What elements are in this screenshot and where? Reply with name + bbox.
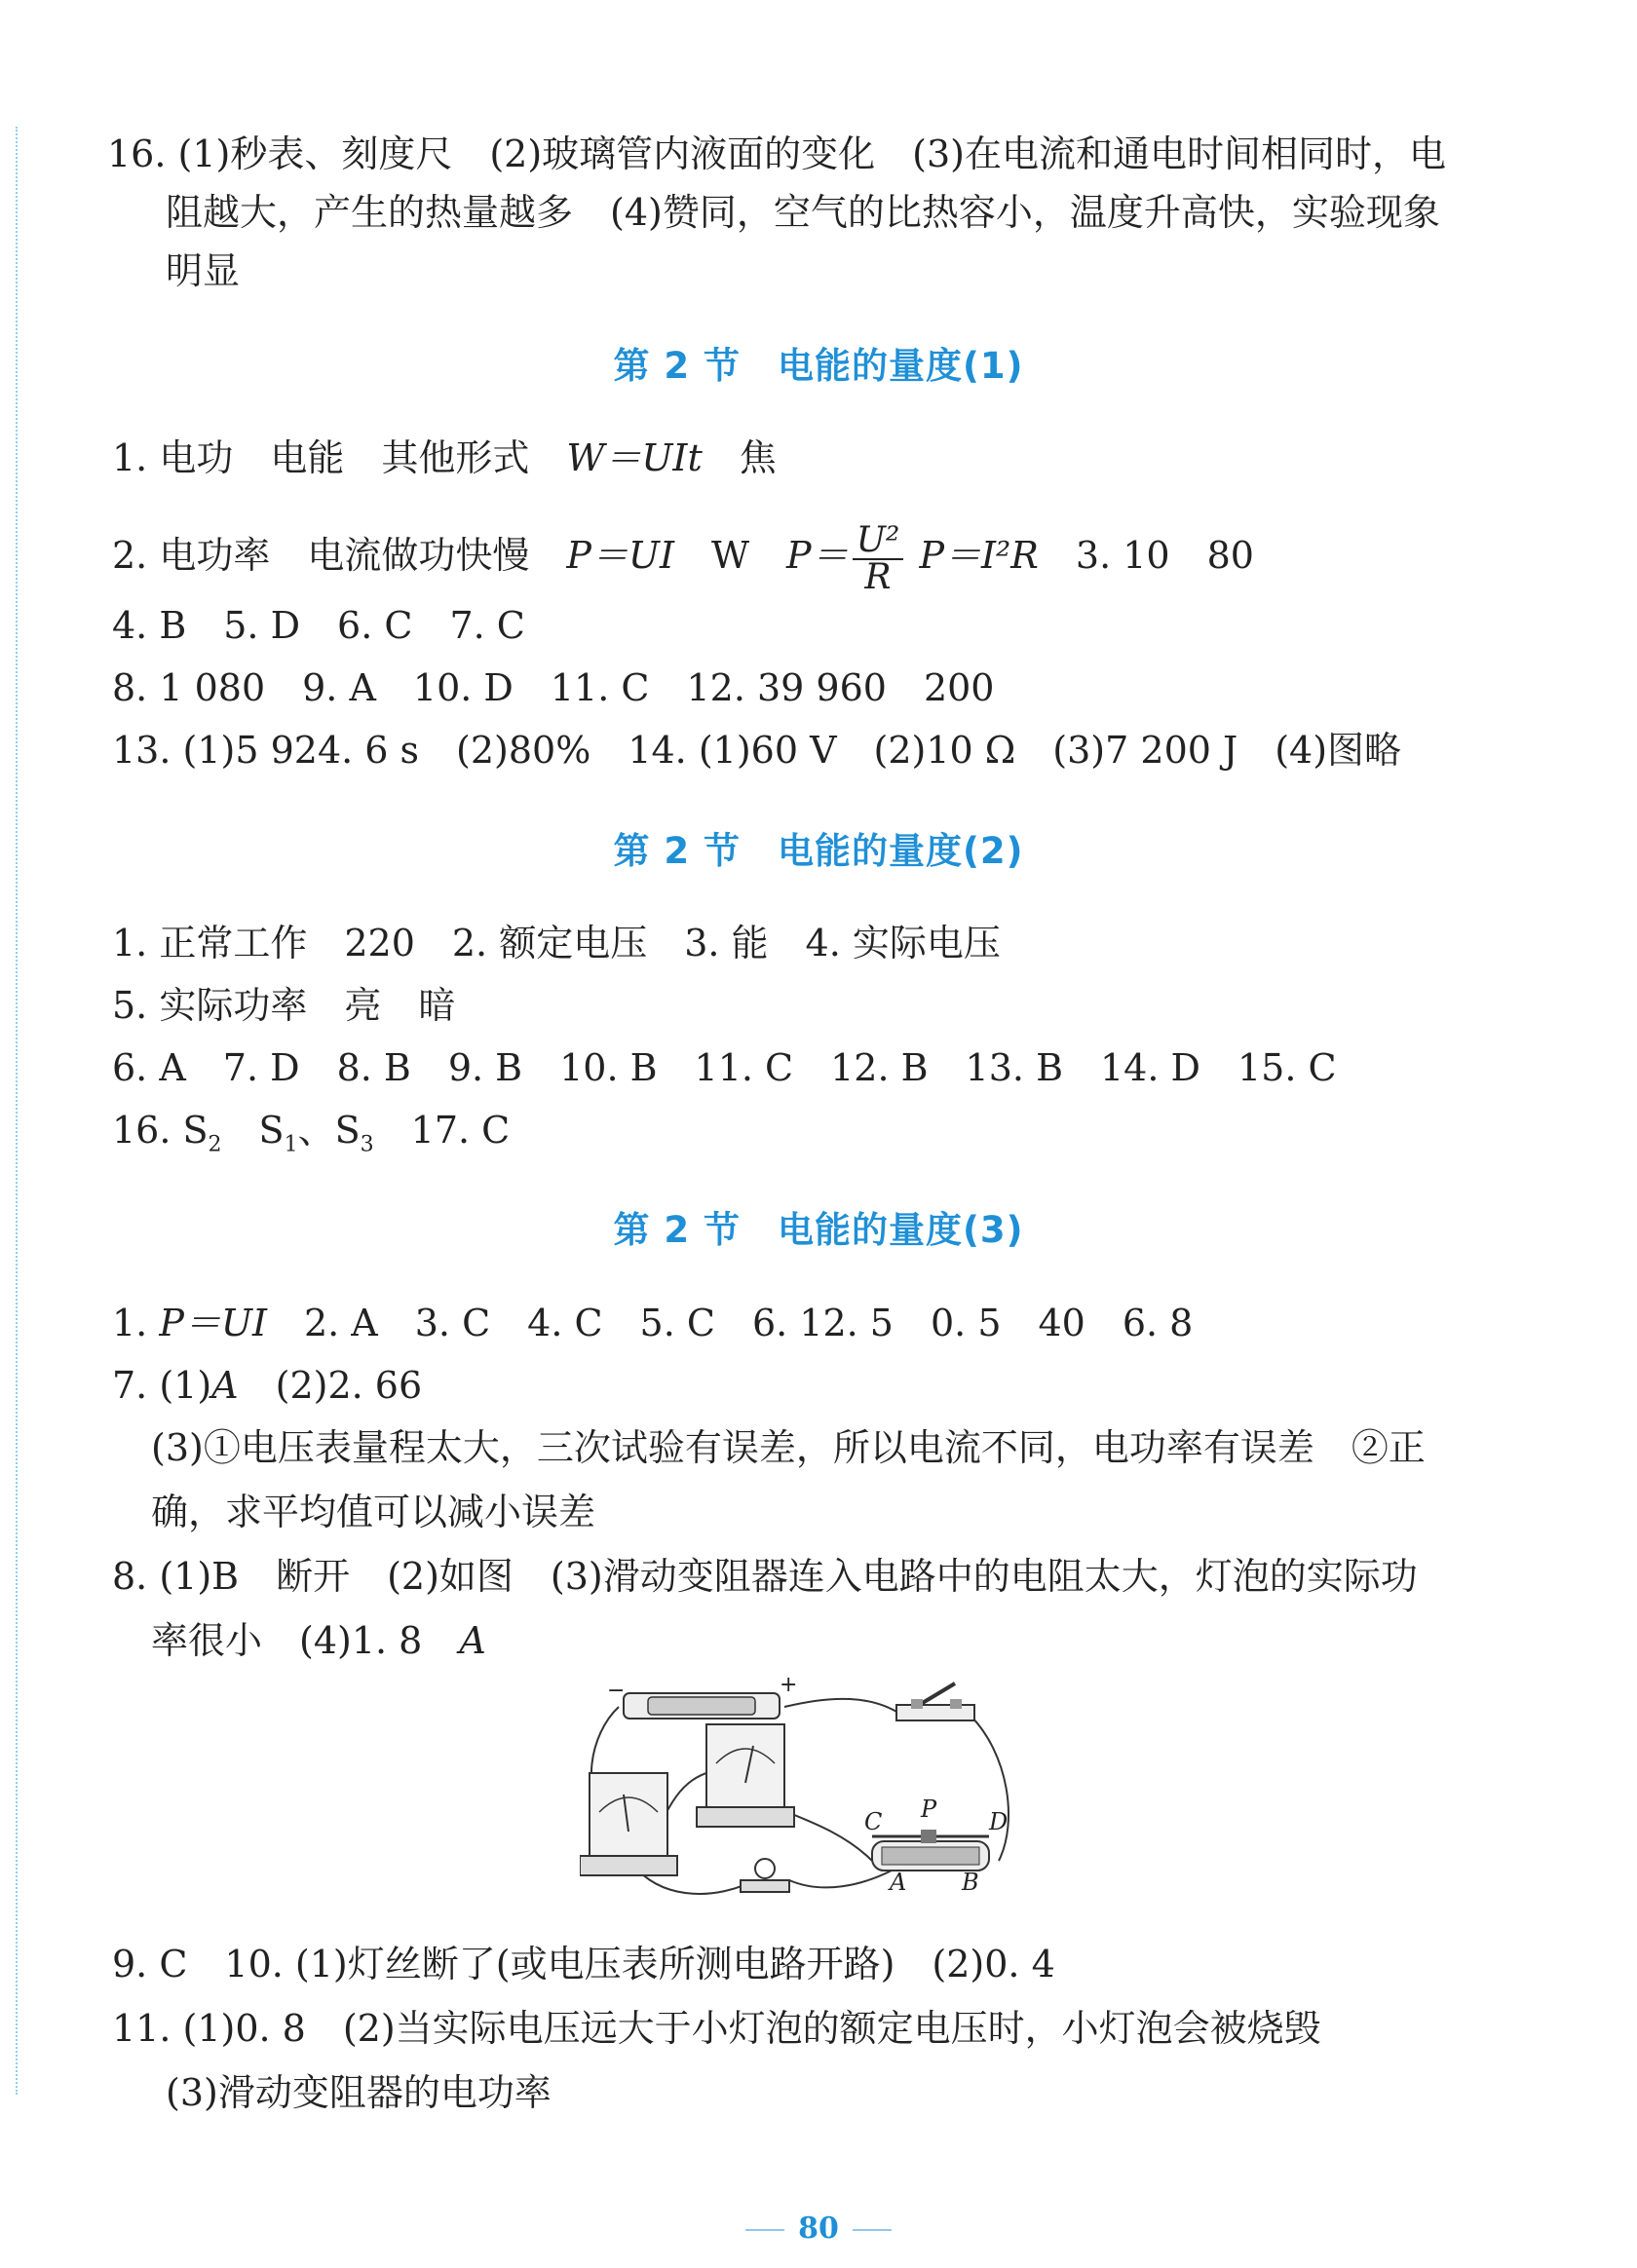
sec1-line-2 xyxy=(112,516,1254,595)
sec2-line-3: 6. A 7. D 8. B 9. B 10. B 11. C 12. B 13. B 14. D 15. C xyxy=(112,1046,1337,1089)
voltmeter xyxy=(697,1724,794,1827)
battery-minus-label: − xyxy=(607,1679,626,1703)
wire-battery-switch xyxy=(784,1699,901,1715)
power-formula-1: P＝UI xyxy=(566,534,674,577)
battery-plus-label: + xyxy=(780,1676,798,1697)
lamp xyxy=(741,1859,789,1892)
ammeter xyxy=(580,1773,677,1875)
page-number-dash-left xyxy=(745,2229,784,2231)
sec3-line-2-b: (2)2. 66 xyxy=(238,1364,423,1407)
wire-switch-rheostat xyxy=(970,1715,1009,1861)
page-number-value: 80 xyxy=(798,2211,839,2246)
power-fraction xyxy=(853,519,904,597)
fraction-denominator: R xyxy=(864,556,892,597)
label-d: D xyxy=(989,1808,1009,1835)
fraction-numerator: U² xyxy=(853,523,904,560)
sec1-line-3: 4. B 5. D 6. C 7. C xyxy=(112,604,525,647)
sec3-line-3: (3)①电压表量程太大，三次试验有误差，所以电流不同，电功率有误差 ②正 xyxy=(151,1426,1426,1469)
label-a: A xyxy=(890,1869,907,1896)
sec3-line-4: 确，求平均值可以减小误差 xyxy=(151,1491,596,1533)
switch xyxy=(896,1683,974,1720)
wire-lamp-rheostat xyxy=(789,1871,892,1887)
sec3-line-6-a: 率很小 (4)1. 8 xyxy=(151,1619,460,1662)
section-heading-1: 第 2 节 电能的量度(1) xyxy=(613,345,1024,387)
sec3-line-1-b: 2. A 3. C 4. C 5. C 6. 12. 5 0. 5 40 6. 8 xyxy=(266,1302,1194,1344)
subscript-1: 1 xyxy=(284,1132,298,1157)
work-formula: W＝UIt xyxy=(566,436,703,479)
power-formula-3: P＝I²R xyxy=(919,534,1039,577)
sec3-line-1 xyxy=(112,1302,1193,1344)
power-formula: P＝UI xyxy=(159,1302,267,1344)
page-number xyxy=(0,2211,1637,2246)
sec2-line-4-b: S xyxy=(221,1109,285,1152)
subscript-2: 2 xyxy=(208,1132,222,1157)
sec1-line-1-unit: 焦 xyxy=(702,436,777,479)
section-heading-3: 第 2 节 电能的量度(3) xyxy=(613,1209,1024,1251)
q16-line-3: 明显 xyxy=(166,249,241,292)
sec1-line-2-text: 2. 电功率 电流做功快慢 xyxy=(112,534,567,577)
label-c: C xyxy=(864,1808,883,1835)
margin-dotted-line xyxy=(16,127,23,2095)
power-formula-2-lhs: P＝ xyxy=(786,534,849,577)
sec3-line-1-a: 1. xyxy=(112,1302,160,1344)
rheostat xyxy=(864,1796,1008,1896)
answer-var-a: A xyxy=(211,1364,239,1407)
sec1-line-1-text: 1. 电功 电能 其他形式 xyxy=(112,436,567,479)
circuit-diagram xyxy=(580,1676,1028,1914)
sec2-line-2: 5. 实际功率 亮 暗 xyxy=(112,984,456,1027)
page-number-dash-right xyxy=(853,2229,892,2231)
label-p: P xyxy=(921,1796,937,1823)
sec2-line-4-d: 17. C xyxy=(373,1109,511,1152)
sec2-line-4-a: 16. S xyxy=(112,1109,209,1152)
sec3-line-2 xyxy=(112,1364,422,1407)
sec2-line-4-c: 、S xyxy=(297,1109,361,1152)
section-heading-2: 第 2 节 电能的量度(2) xyxy=(613,830,1024,872)
sec1-line-5: 13. (1)5 924. 6 s (2)80% 14. (1)60 V (2)10 Ω (3)7 200 J (4)图略 xyxy=(112,729,1402,772)
subscript-3: 3 xyxy=(360,1132,374,1157)
answer-var-a-2: A xyxy=(459,1619,486,1662)
sec2-line-4 xyxy=(112,1109,510,1167)
sec1-line-1 xyxy=(112,436,777,479)
sec3-line-7: 9. C 10. (1)灯丝断了(或电压表所测电路开路) (2)0. 4 xyxy=(112,1943,1055,1985)
sec1-line-2-tail: 3. 10 80 xyxy=(1038,534,1254,577)
sec2-line-1: 1. 正常工作 220 2. 额定电压 3. 能 4. 实际电压 xyxy=(112,922,1001,964)
q16-line-2: 阻越大，产生的热量越多 (4)赞同，空气的比热容小，温度升高快，实验现象 xyxy=(166,191,1440,234)
sec3-line-2-a: 7. (1) xyxy=(112,1364,212,1407)
sec1-line-4: 8. 1 080 9. A 10. D 11. C 12. 39 960 200 xyxy=(112,666,995,709)
q16-line-1: 16. (1)秒表、刻度尺 (2)玻璃管内液面的变化 (3)在电流和通电时间相同时，电 xyxy=(107,132,1446,175)
sec3-line-9: (3)滑动变阻器的电功率 xyxy=(166,2071,552,2114)
sec3-line-8: 11. (1)0. 8 (2)当实际电压远大于小灯泡的额定电压时，小灯泡会被烧毁 xyxy=(112,2007,1321,2050)
sec3-line-6 xyxy=(151,1619,486,1662)
battery xyxy=(607,1676,797,1719)
label-b: B xyxy=(962,1869,979,1896)
power-unit: W xyxy=(673,534,787,577)
sec3-line-5: 8. (1)B 断开 (2)如图 (3)滑动变阻器连入电路中的电阻太大，灯泡的实际功 xyxy=(112,1555,1418,1598)
